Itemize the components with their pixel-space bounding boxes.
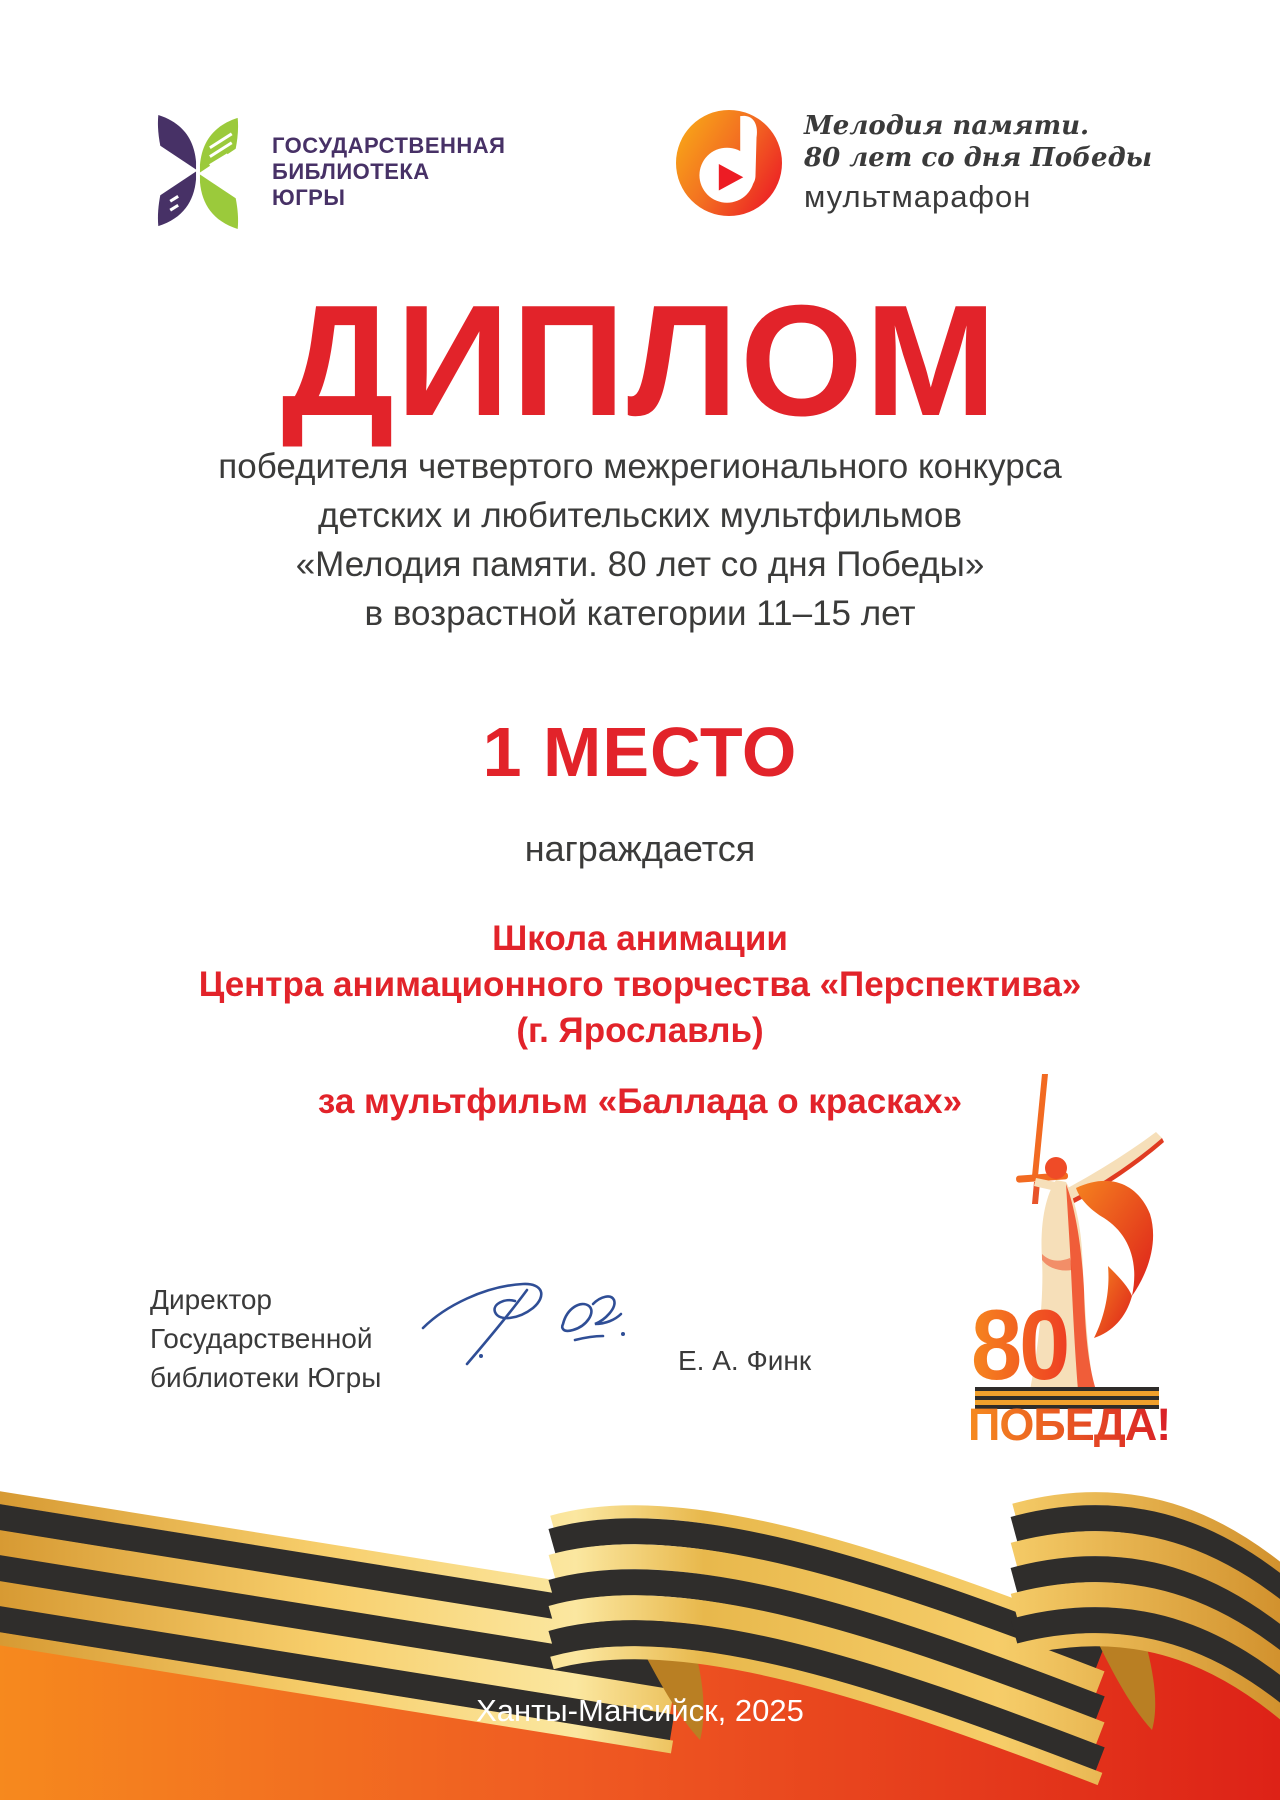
director-title: [150, 1280, 381, 1397]
library-logo-text: [272, 133, 505, 211]
description-line: победителя четвертого межрегионального конкурса: [218, 447, 1062, 486]
director-name: Е. А. Финк: [678, 1345, 812, 1376]
director-title-line: библиотеки Югры: [150, 1362, 382, 1393]
director-title-line: Директор: [150, 1284, 272, 1315]
victory-word: ПОБЕДА!: [968, 1399, 1171, 1450]
signature-image: [415, 1268, 655, 1373]
victory-number: 80: [971, 1290, 1068, 1401]
marathon-subtitle: мультмарафон: [804, 179, 1032, 214]
marathon-script-line: 80 лет со дня Победы: [804, 143, 1153, 173]
library-name-line: ГОСУДАРСТВЕННАЯ: [272, 133, 506, 158]
recipient-line: Центра анимационного творчества «Перспектива»: [198, 965, 1082, 1004]
diploma-title: ДИПЛОМ: [281, 273, 999, 449]
library-name-line: БИБЛИОТЕКА: [272, 159, 430, 184]
description-line: в возрастной категории 11–15 лет: [364, 594, 916, 633]
bottom-decoration: [0, 1430, 1280, 1800]
marathon-logo-icon: [676, 110, 782, 216]
film-title: за мультфильм «Баллада о красках»: [317, 1082, 963, 1121]
description-line: детских и любительских мультфильмов: [318, 496, 962, 535]
library-name-line: ЮГРЫ: [272, 185, 346, 210]
city-year: Ханты-Мансийск, 2025: [476, 1693, 804, 1728]
marathon-logo-text: [804, 110, 1152, 215]
marathon-logo: [676, 110, 1152, 216]
recipient-name: [0, 916, 1280, 1054]
director-title-line: Государственной: [150, 1323, 373, 1354]
marathon-script-line: Мелодия памяти.: [804, 111, 1090, 141]
recipient-line: (г. Ярославль): [516, 1011, 764, 1050]
library-logo-icon: [148, 110, 248, 234]
library-logo: [148, 110, 505, 234]
award-description: [0, 442, 1280, 638]
awarded-label: награждается: [524, 828, 756, 869]
place-title: 1 МЕСТО: [482, 713, 798, 791]
recipient-line: Школа анимации: [492, 919, 788, 958]
description-line: «Мелодия памяти. 80 лет со дня Победы»: [295, 545, 985, 584]
